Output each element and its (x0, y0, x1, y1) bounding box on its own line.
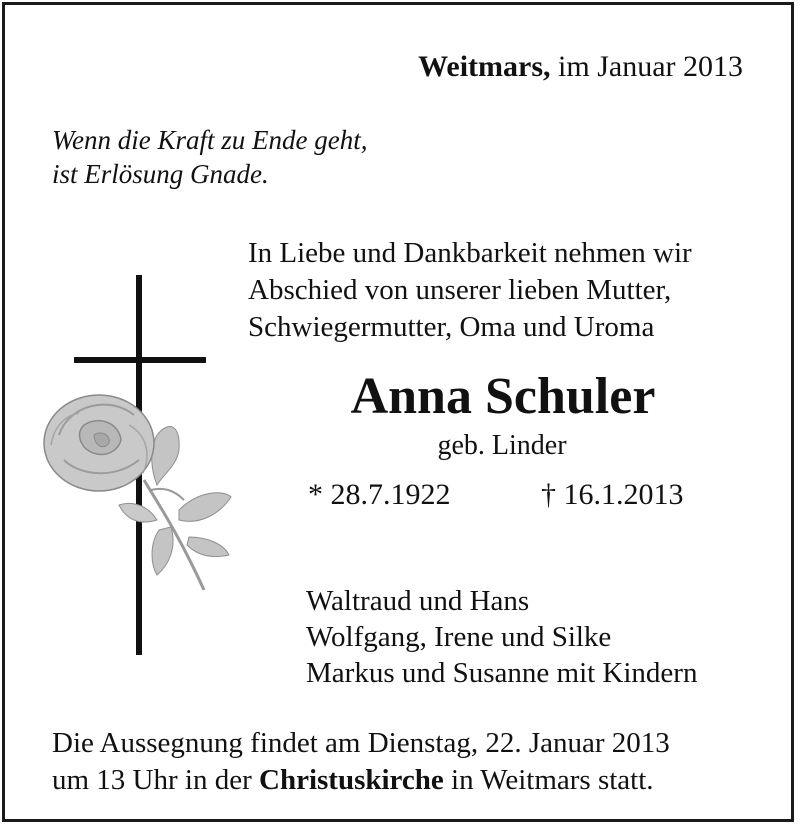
birth-date: * 28.7.1922 (308, 478, 451, 511)
cross-and-rose-illustration (39, 275, 239, 655)
death-date: † 16.1.2013 (541, 478, 684, 511)
mourner-line: Markus und Susanne mit Kindern (306, 657, 698, 689)
church-name: Christuskirche (259, 764, 444, 796)
dateline-place: Weitmars, (418, 50, 551, 83)
intro-line: Schwiegermutter, Oma und Uroma (248, 311, 655, 343)
deceased-name: Anna Schuler (350, 368, 656, 425)
intro-line: In Liebe und Dankbarkeit nehmen wir (248, 237, 692, 269)
service-info (52, 725, 670, 799)
quote-line: ist Erlösung Gnade. (52, 159, 269, 189)
service-time: um 13 Uhr in der (52, 764, 252, 796)
quote-line: Wenn die Kraft zu Ende geht, (52, 125, 368, 155)
service-line-2 (52, 762, 670, 799)
intro-line: Abschied von unserer lieben Mutter, (248, 274, 672, 306)
service-place: in Weitmars statt. (451, 764, 654, 796)
dateline-date: im Januar 2013 (558, 50, 743, 83)
obituary-notice (2, 2, 794, 822)
service-line-1: Die Aussegnung findet am Dienstag, 22. Januar 2013 (52, 727, 670, 759)
dateline (418, 49, 743, 85)
maiden-name: geb. Linder (437, 430, 567, 461)
mourner-line: Waltraud und Hans (306, 585, 530, 617)
mourners-list (306, 583, 697, 691)
quote (52, 123, 367, 191)
mourner-line: Wolfgang, Irene und Silke (306, 621, 612, 653)
farewell-intro (248, 235, 692, 346)
